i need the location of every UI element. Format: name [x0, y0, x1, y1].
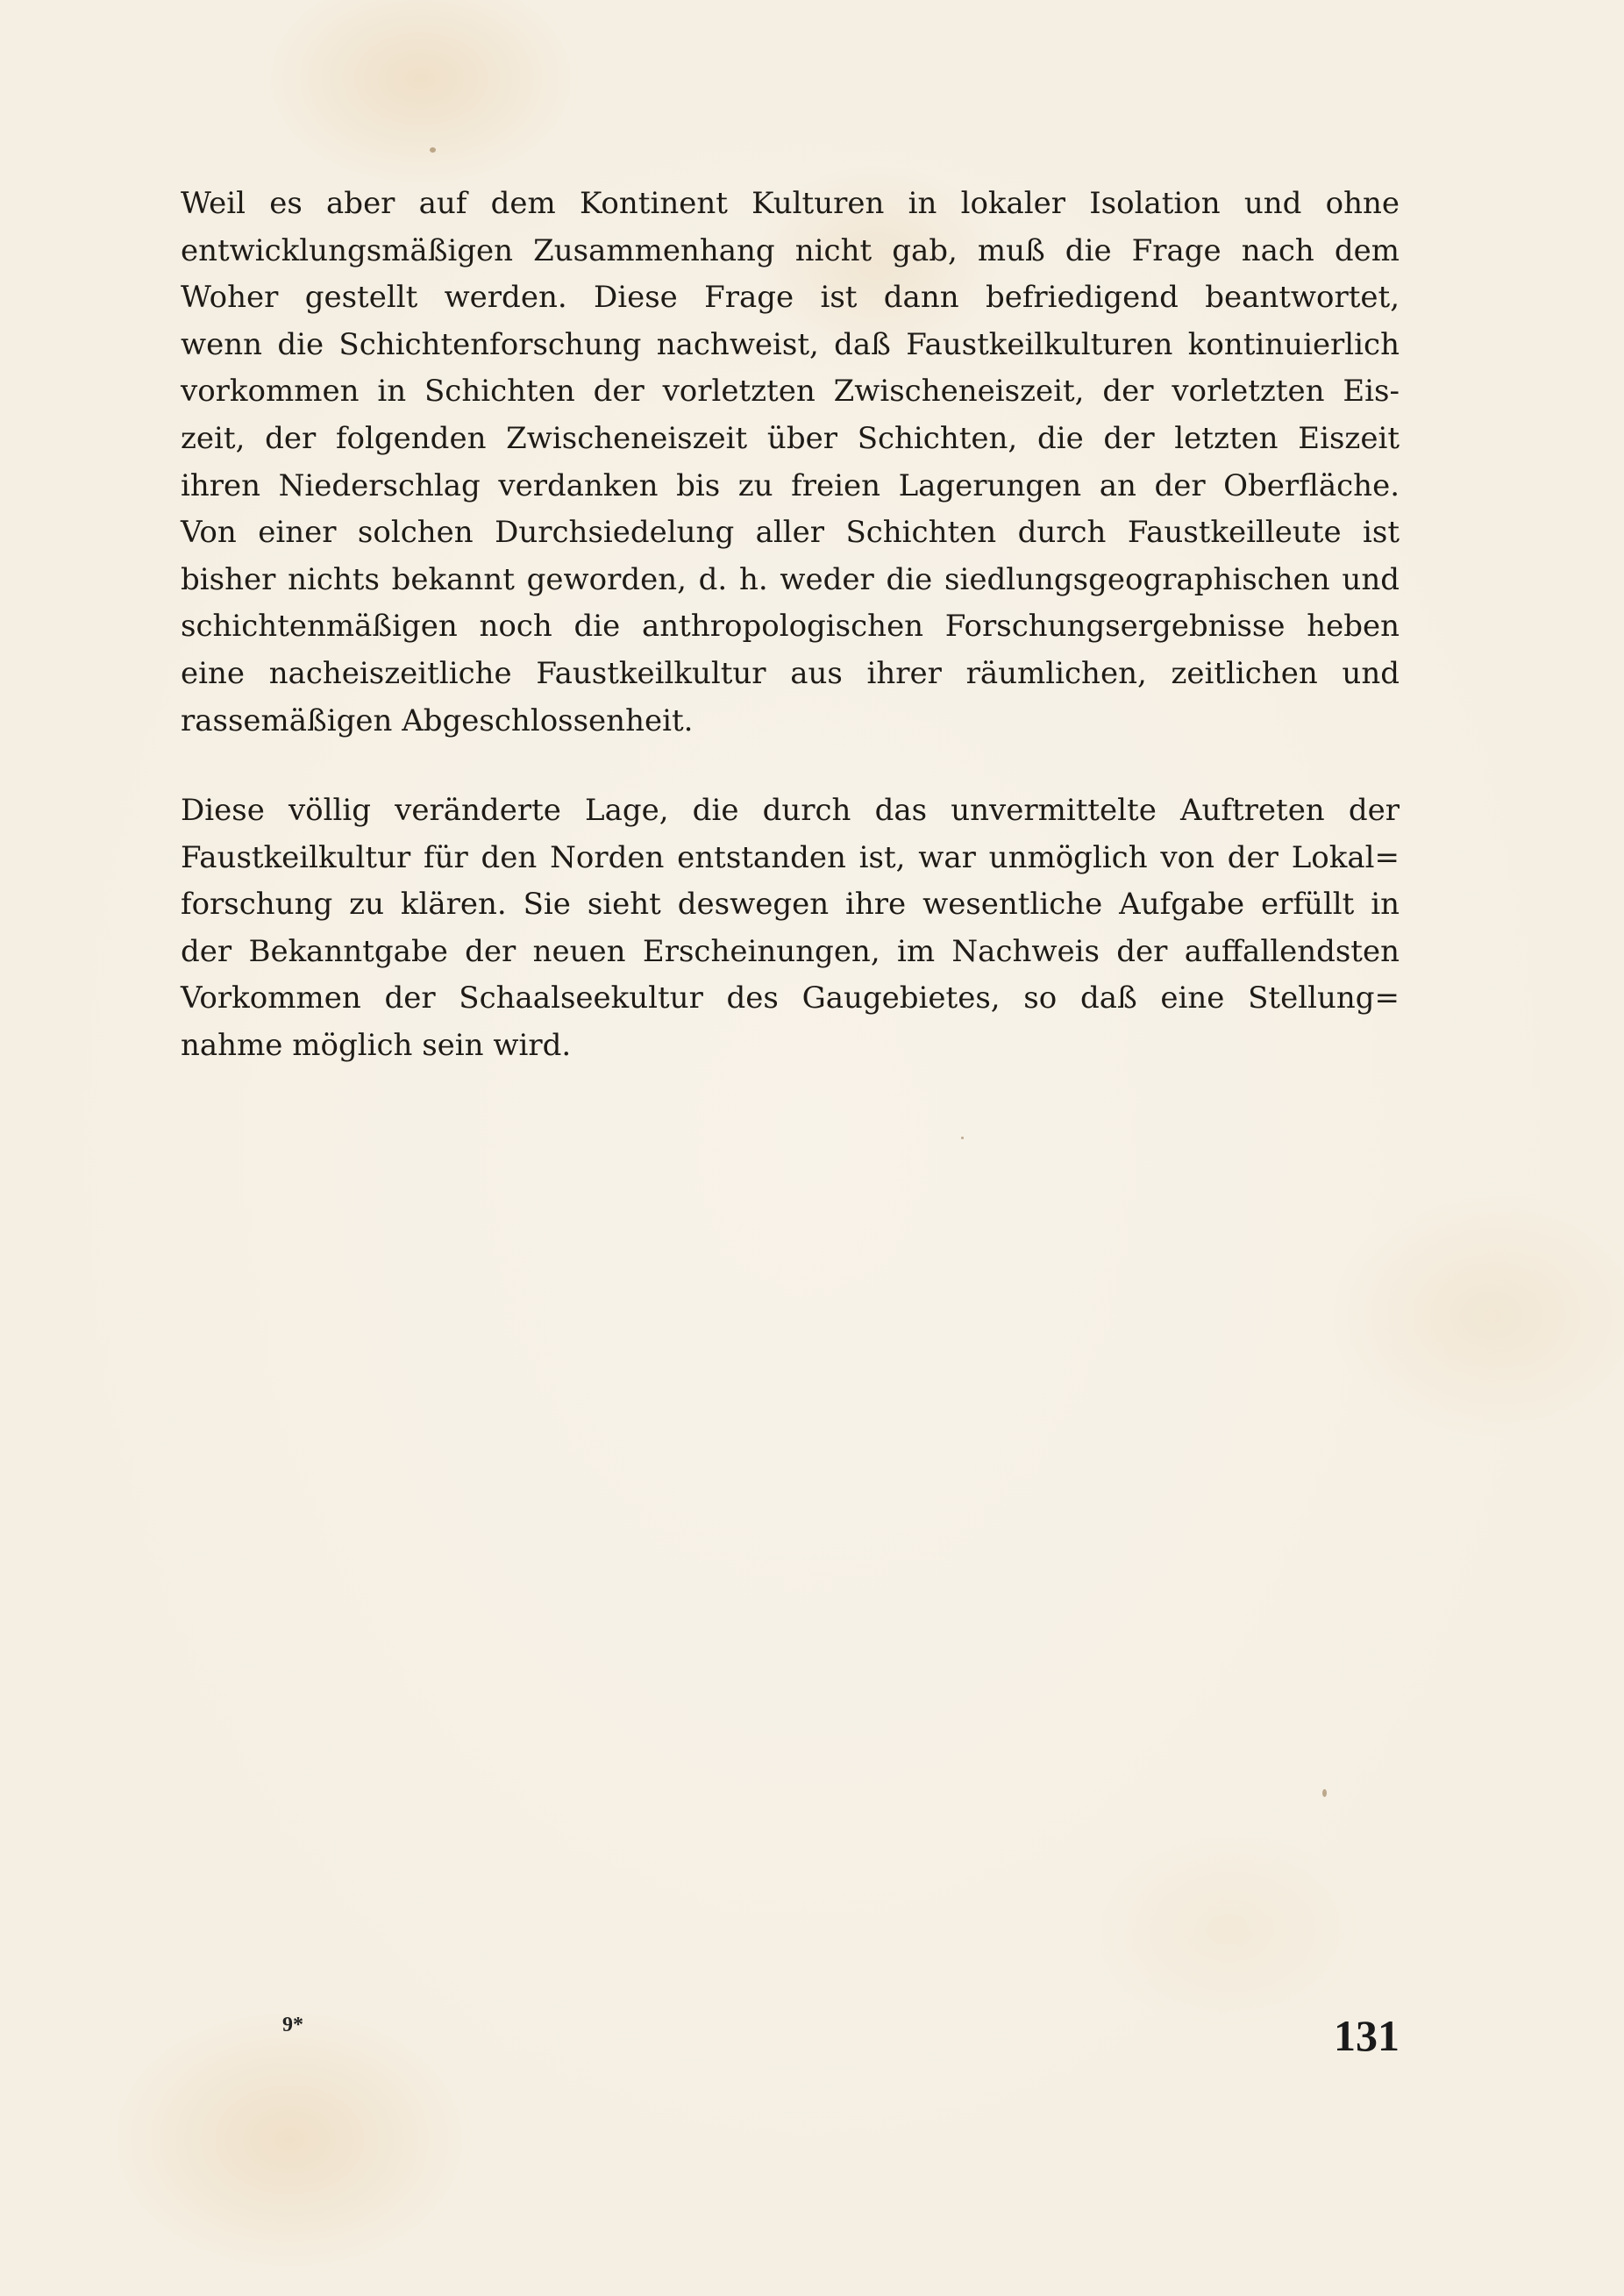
- paragraph-1: [181, 181, 1400, 745]
- paper-speck: [430, 147, 436, 153]
- text-line: vorkommen in Schichten der vorletzten Zwischeneiszeit, der vorletzten Eis-: [181, 374, 1400, 410]
- text-line: Woher gestellt werden. Diese Frage ist dann befriedigend beantwortet,: [181, 280, 1400, 316]
- text-line: der Bekanntgabe der neuen Erscheinungen, im Nachweis der auffallendsten: [181, 933, 1400, 969]
- text-line: schichtenmäßigen noch die anthropologischen Forschungsergebnisse heben: [181, 609, 1400, 645]
- text-line: entwicklungsmäßigen Zusammenhang nicht gab, muß die Frage nach dem: [181, 232, 1400, 268]
- paper-speck: [1322, 1789, 1327, 1797]
- text-line: wenn die Schichtenforschung nachweist, daß Faustkeilkulturen kontinuierlich: [181, 326, 1400, 362]
- text-line: bisher nichts bekannt geworden, d. h. weder die siedlungsgeographischen und: [181, 561, 1400, 597]
- text-line: Faustkeilkultur für den Norden entstanden ist, war unmöglich von der Lokal=: [181, 839, 1400, 875]
- text-line: ihren Niederschlag verdanken bis zu freien Lagerungen an der Oberfläche.: [181, 467, 1400, 503]
- printer-signature-mark: 9*: [282, 2014, 303, 2036]
- paragraph-2: [181, 788, 1400, 1070]
- text-line: Von einer solchen Durchsiedelung aller Schichten durch Faustkeilleute ist: [181, 515, 1400, 551]
- paper-speck: [961, 1137, 964, 1139]
- text-line: Diese völlig veränderte Lage, die durch das unvermittelte Auftreten der: [181, 793, 1400, 828]
- text-line: Vorkommen der Schaalseekultur des Gaugebietes, so daß eine Stellung=: [181, 980, 1400, 1016]
- text-line: Weil es aber auf dem Kontinent Kulturen in lokaler Isolation und ohne: [181, 186, 1400, 221]
- text-line: forschung zu klären. Sie sieht deswegen ihre wesentliche Aufgabe erfüllt in: [181, 887, 1400, 923]
- text-line: rassemäßigen Abgeschlossenheit.: [181, 702, 694, 738]
- text-line: nahme möglich sein wird.: [181, 1027, 572, 1063]
- text-line: eine nacheiszeitliche Faustkeilkultur aus ihrer räumlichen, zeitlichen und: [181, 655, 1400, 691]
- text-line: zeit, der folgenden Zwischeneiszeit über Schichten, die der letzten Eiszeit: [181, 420, 1400, 456]
- page-number: 131: [1334, 2011, 1400, 2060]
